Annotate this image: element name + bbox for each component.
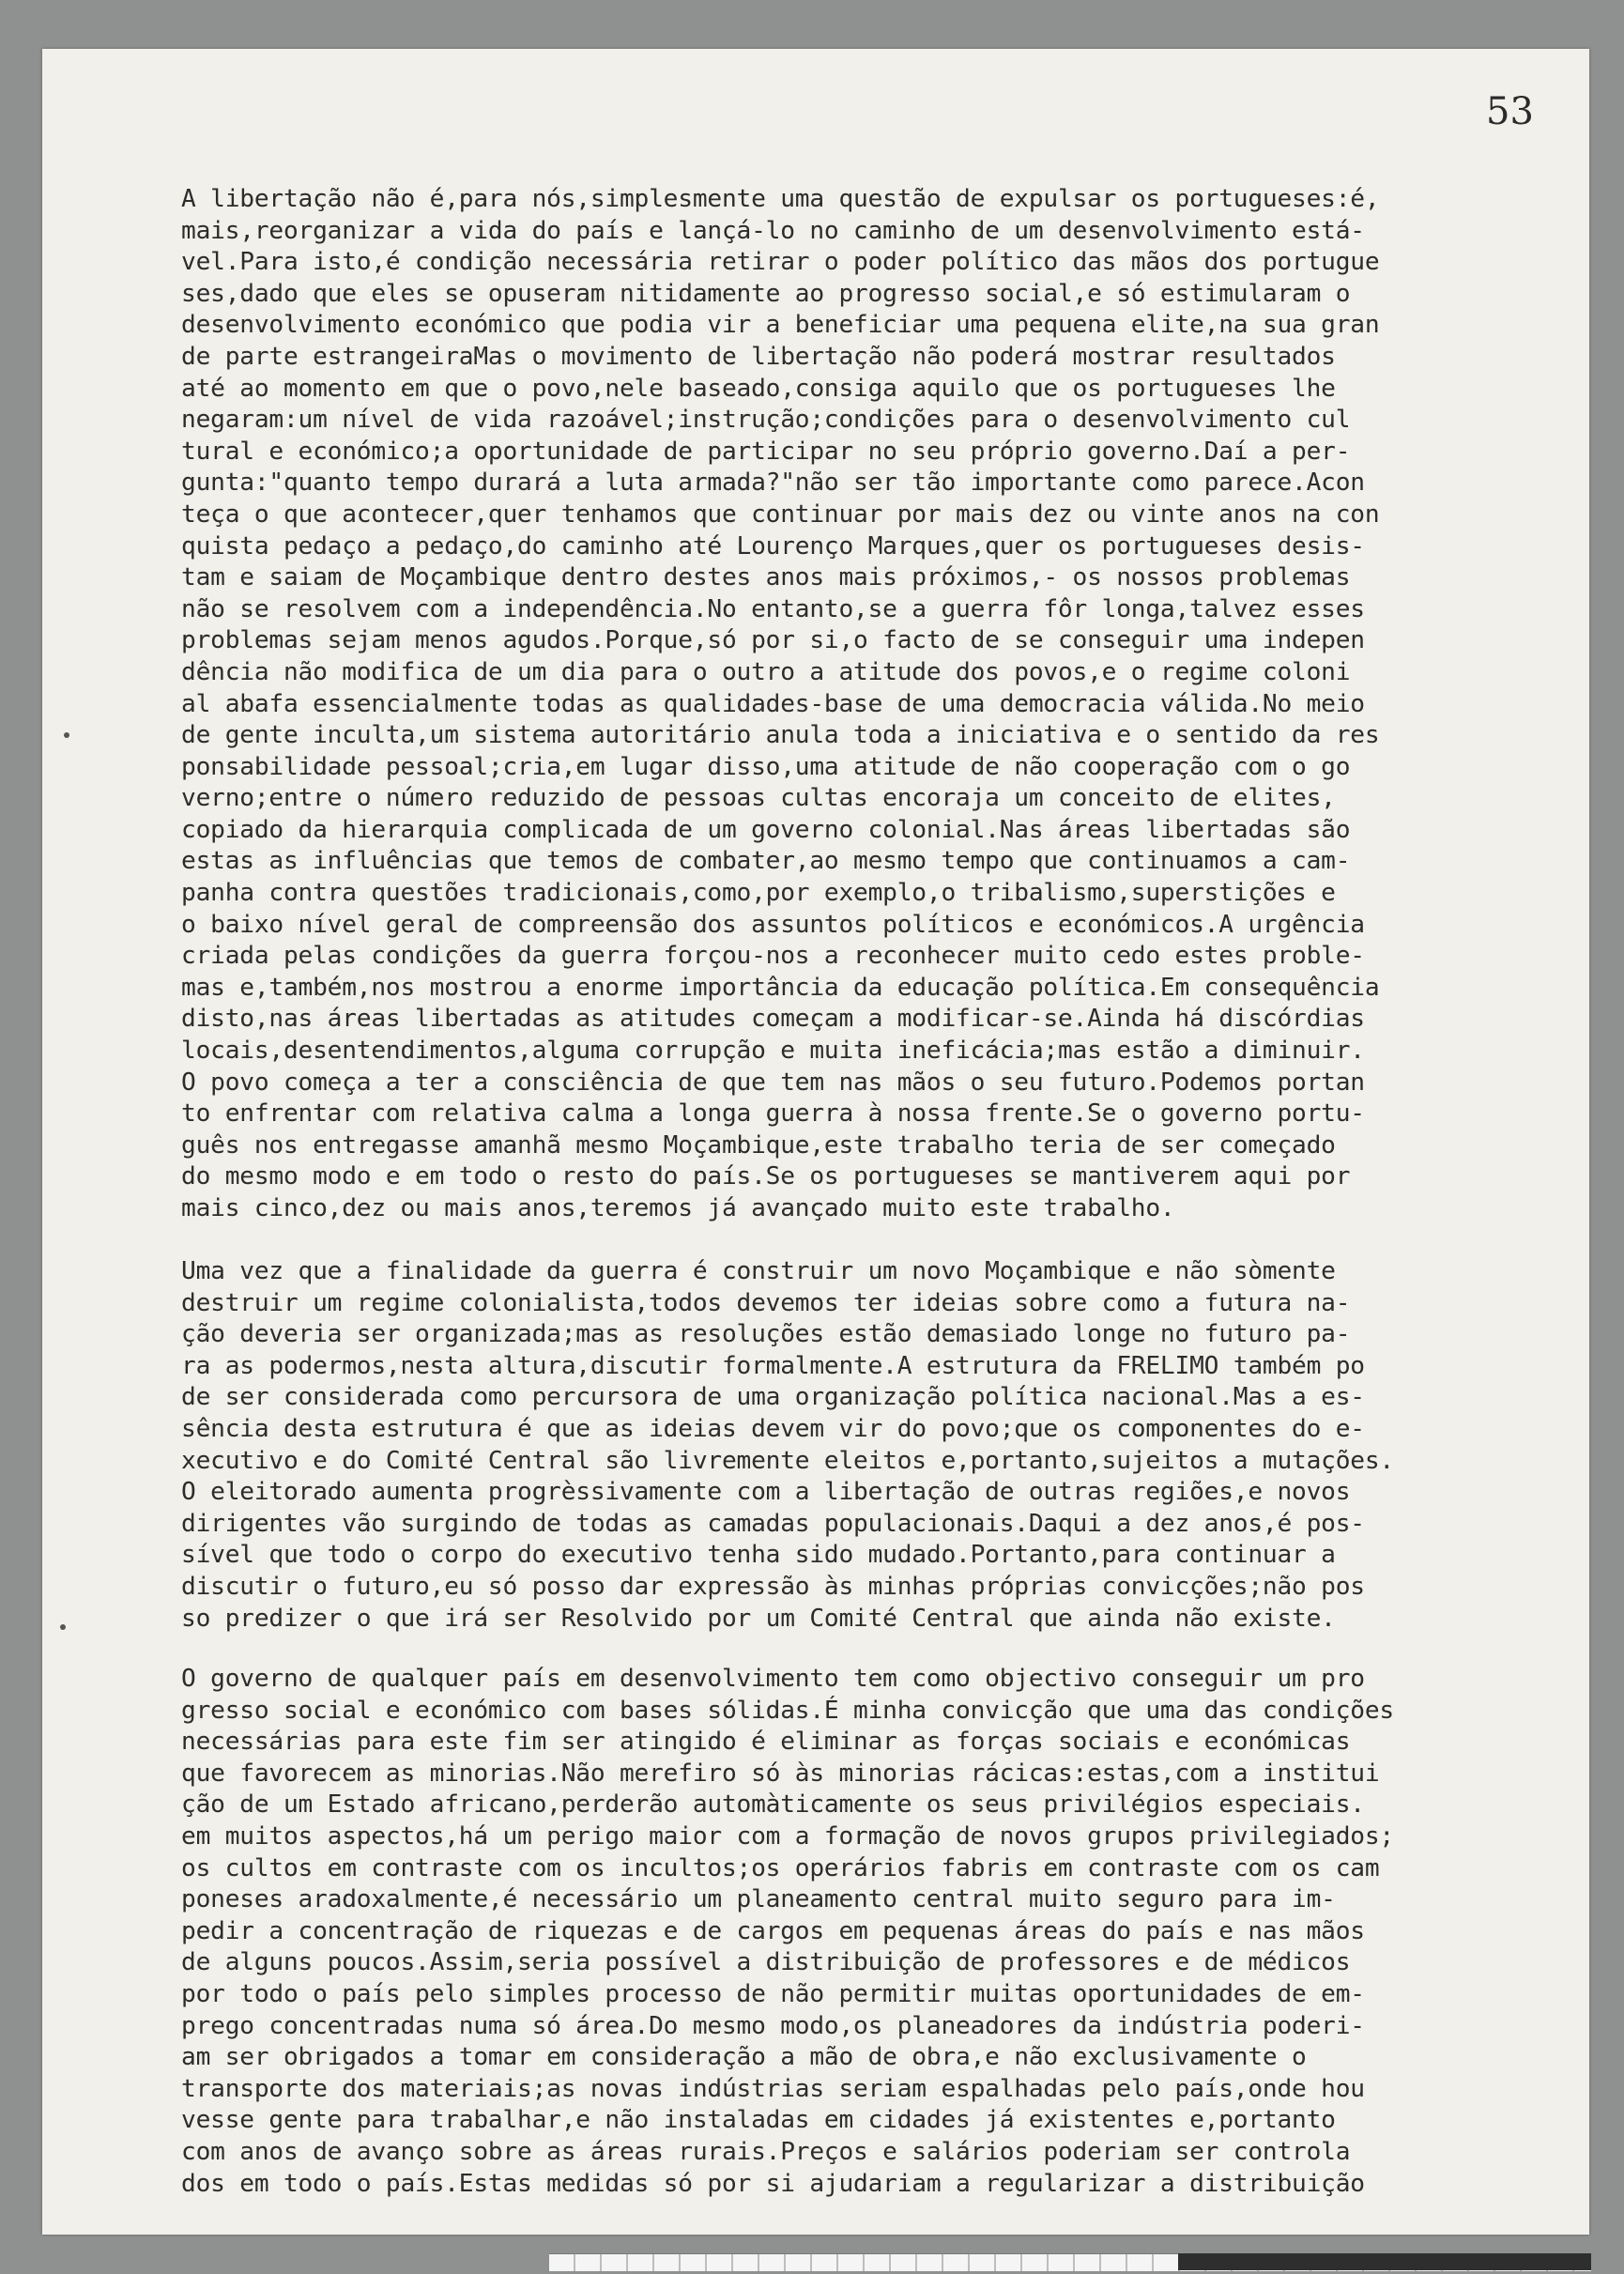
text-line: panha contra questões tradicionais,como,por exemplo,o tribalismo,superstições e (181, 879, 1336, 908)
text-line: ra as podermos,nesta altura,discutir formalmente.A estrutura da FRELIMO também po (181, 1351, 1365, 1380)
text-line: transporte dos materiais;as novas indústrias seriam espalhadas pelo país,onde hou (181, 2074, 1365, 2103)
text-line: dirigentes vão surgindo de todas as camadas populacionais.Daqui a dez anos,é pos- (181, 1509, 1365, 1538)
text-line: pedir a concentração de riquezas e de cargos em pequenas áreas do país e nas mãos (181, 1916, 1365, 1945)
margin-mark (60, 1624, 66, 1630)
text-line: O povo começa a ter a consciência de que tem nas mãos o seu futuro.Podemos portan (181, 1068, 1365, 1097)
text-line: mais,reorganizar a vida do país e lançá-lo no caminho de um desenvolvimento está- (181, 216, 1365, 245)
text-line: poneses aradoxalmente,é necessário um planeamento central muito seguro para im- (181, 1885, 1336, 1914)
text-line: sência desta estrutura é que as ideias devem vir do povo;que os componentes do e- (181, 1414, 1365, 1443)
paragraph-liberation (181, 184, 1570, 1225)
text-line: guês nos entregasse amanhã mesmo Moçambique,este trabalho teria de ser começado (181, 1130, 1336, 1160)
text-line: estas as influências que temos de combater,ao mesmo tempo que continuamos a cam- (181, 847, 1351, 876)
text-line: necessárias para este fim ser atingido é eliminar as forças sociais e económicas (181, 1728, 1351, 1757)
text-line: destruir um regime colonialista,todos devemos ter ideias sobre como a futura na- (181, 1288, 1351, 1317)
margin-mark (64, 732, 69, 738)
text-line: dência não modifica de um dia para o outro a atitude dos povos,e o regime coloni (181, 657, 1351, 686)
text-line: am ser obrigados a tomar em consideração a mão de obra,e não exclusivamente o (181, 2043, 1307, 2072)
text-line: gresso social e económico com bases sólidas.É minha convicção que uma das condições (181, 1696, 1394, 1725)
text-line: O eleitorado aumenta progrèssivamente com a libertação de outras regiões,e novos (181, 1478, 1351, 1507)
text-line: desenvolvimento económico que podia vir a beneficiar uma pequena elite,na sua gran (181, 311, 1380, 340)
text-line: o baixo nível geral de compreensão dos assuntos políticos e económicos.A urgência (181, 910, 1365, 939)
text-line: tam e saiam de Moçambique dentro destes anos mais próximos,- os nossos problemas (181, 563, 1351, 592)
text-line: ção deveria ser organizada;mas as resoluções estão demasiado longe no futuro pa- (181, 1320, 1351, 1349)
scanner-scale-bar-dark (1178, 2253, 1591, 2270)
text-line: A libertação não é,para nós,simplesmente uma questão de expulsar os portugueses:é, (181, 185, 1380, 213)
text-line: Uma vez que a finalidade da guerra é construir um novo Moçambique e não sòmente (181, 1257, 1336, 1285)
text-line: criada pelas condições da guerra forçou-nos a reconhecer muito cedo estes proble- (181, 942, 1365, 971)
text-line: do mesmo modo e em todo o resto do país.Se os portugueses se mantiverem aqui por (181, 1162, 1351, 1191)
text-line: copiado da hierarquia complicada de um governo colonial.Nas áreas libertadas são (181, 815, 1351, 844)
text-line: mas e,também,nos mostrou a enorme importância da educação política.Em consequência (181, 973, 1380, 1002)
text-line: em muitos aspectos,há um perigo maior com a formação de novos grupos privilegiados; (181, 1821, 1394, 1851)
text-line: de gente inculta,um sistema autoritário anula toda a iniciativa e o sentido da res (181, 721, 1380, 750)
text-line: de parte estrangeiraMas o movimento de libertação não poderá mostrar resultados (181, 342, 1336, 371)
paragraph-future-mozambique (181, 1256, 1570, 1635)
text-line: problemas sejam menos agudos.Porque,só por si,o facto de se conseguir uma indepen (181, 626, 1365, 655)
text-line: to enfrentar com relativa calma a longa guerra à nossa frente.Se o governo portu- (181, 1099, 1365, 1129)
text-line: com anos de avanço sobre as áreas rurais.Preços e salários poderiam ser controla (181, 2137, 1351, 2166)
text-line: so predizer o que irá ser Resolvido por um Comité Central que ainda não existe. (181, 1604, 1336, 1633)
text-line: que favorecem as minorias.Não merefiro só às minorias rácicas:estas,com a institui (181, 1759, 1380, 1788)
text-line: ses,dado que eles se opuseram nitidamente ao progresso social,e só estimularam o (181, 279, 1351, 308)
text-line: vesse gente para trabalhar,e não instaladas em cidades já existentes e,portanto (181, 2106, 1336, 2135)
text-line: disto,nas áreas libertadas as atitudes começam a modificar-se.Ainda há discórdias (181, 1005, 1365, 1034)
text-line: não se resolvem com a independência.No entanto,se a guerra fôr longa,talvez esses (181, 594, 1365, 623)
text-line: O governo de qualquer país em desenvolvimento tem como objectivo conseguir um pro (181, 1665, 1365, 1693)
text-line: sível que todo o corpo do executivo tenha sido mudado.Portanto,para continuar a (181, 1541, 1336, 1570)
text-line: até ao momento em que o povo,nele baseado,consiga aquilo que os portugueses lhe (181, 374, 1336, 403)
text-line: tural e económico;a oportunidade de participar no seu próprio governo.Daí a per- (181, 437, 1351, 466)
text-line: al abafa essencialmente todas as qualidades-base de uma democracia válida.No meio (181, 689, 1365, 718)
paragraph-government-development (181, 1664, 1570, 2200)
text-line: gunta:"quanto tempo durará a luta armada?"não ser tão importante como parece.Acon (181, 469, 1365, 498)
text-line: prego concentradas numa só área.Do mesmo modo,os planeadores da indústria poderi- (181, 2011, 1365, 2040)
text-line: os cultos em contraste com os incultos;os operários fabris em contraste com os cam (181, 1853, 1380, 1882)
text-line: negaram:um nível de vida razoável;instrução;condições para o desenvolvimento cul (181, 406, 1351, 435)
text-line: mais cinco,dez ou mais anos,teremos já avançado muito este trabalho. (181, 1194, 1175, 1222)
text-line: verno;entre o número reduzido de pessoas cultas encoraja um conceito de elites, (181, 784, 1336, 813)
page-number: 53 (1486, 90, 1534, 133)
text-line: discutir o futuro,eu só posso dar expressão às minhas próprias convicções;não pos (181, 1572, 1365, 1601)
text-line: quista pedaço a pedaço,do caminho até Lourenço Marques,quer os portugueses desis- (181, 531, 1365, 561)
text-line: vel.Para isto,é condição necessária retirar o poder político das mãos dos portugue (181, 248, 1380, 277)
text-line: por todo o país pelo simples processo de não permitir muitas oportunidades de em- (181, 1979, 1365, 2008)
text-line: de ser considerada como percursora de uma organização política nacional.Mas a es- (181, 1383, 1365, 1412)
text-line: teça o que acontecer,quer tenhamos que continuar por mais dez ou vinte anos na con (181, 499, 1380, 529)
text-line: xecutivo e do Comité Central são livremente eleitos e,portanto,sujeitos a mutações. (181, 1446, 1394, 1475)
text-line: locais,desentendimentos,alguma corrupção e muita ineficácia;mas estão a diminuir. (181, 1037, 1365, 1066)
text-line: ponsabilidade pessoal;cria,em lugar disso,uma atitude de não cooperação com o go (181, 752, 1351, 781)
text-line: ção de um Estado africano,perderão automàticamente os seus privilégios especiais. (181, 1790, 1365, 1820)
text-line: dos em todo o país.Estas medidas só por si ajudariam a regularizar a distribuição (181, 2169, 1365, 2198)
text-line: de alguns poucos.Assim,seria possível a distribuição de professores e de médicos (181, 1948, 1351, 1977)
